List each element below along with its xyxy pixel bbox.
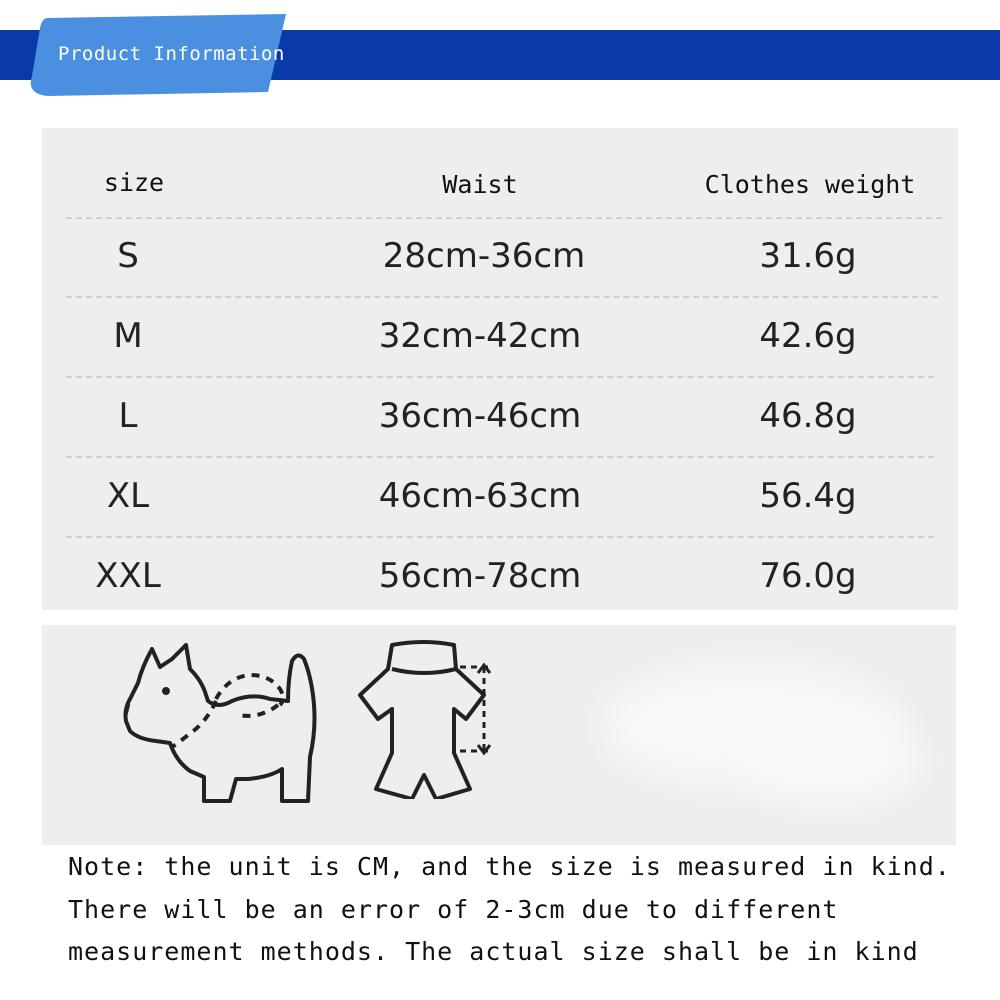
header-title: Product Information: [58, 43, 285, 65]
table-cell-size: XXL: [95, 556, 161, 596]
table-cell-size: M: [113, 316, 143, 356]
note-line: measurement methods. The actual size shall be in kind: [68, 937, 919, 966]
table-cell-weight: 31.6g: [759, 236, 857, 276]
table-cell-size: XL: [106, 476, 150, 516]
table-cell-waist: 36cm-46cm: [378, 396, 582, 436]
col-header-size: size: [103, 168, 165, 197]
table-cell-waist: 32cm-42cm: [378, 316, 582, 356]
note-line: There will be an error of 2-3cm due to different: [68, 895, 839, 924]
table-cell-weight: 46.8g: [759, 396, 857, 436]
size-table: [42, 128, 958, 610]
table-cell-waist: 28cm-36cm: [382, 236, 586, 276]
measurement-illustration: [42, 625, 956, 845]
dog-outline-icon: [120, 639, 330, 809]
note-line: Note: the unit is CM, and the size is measured in kind.: [68, 852, 951, 881]
table-cell-weight: 76.0g: [759, 556, 857, 596]
shirt-outline-icon: [352, 639, 502, 799]
table-cell-waist: 46cm-63cm: [378, 476, 582, 516]
row-divider: [66, 217, 942, 219]
table-cell-size: L: [118, 396, 138, 436]
table-cell-size: S: [117, 236, 139, 276]
row-divider: [66, 376, 934, 378]
row-divider: [66, 296, 938, 298]
row-divider: [66, 536, 934, 538]
col-header-weight: Clothes weight: [704, 170, 916, 199]
table-cell-waist: 56cm-78cm: [378, 556, 582, 596]
row-divider: [66, 456, 934, 458]
table-cell-weight: 56.4g: [759, 476, 857, 516]
col-header-waist: Waist: [442, 170, 518, 199]
table-cell-weight: 42.6g: [759, 316, 857, 356]
